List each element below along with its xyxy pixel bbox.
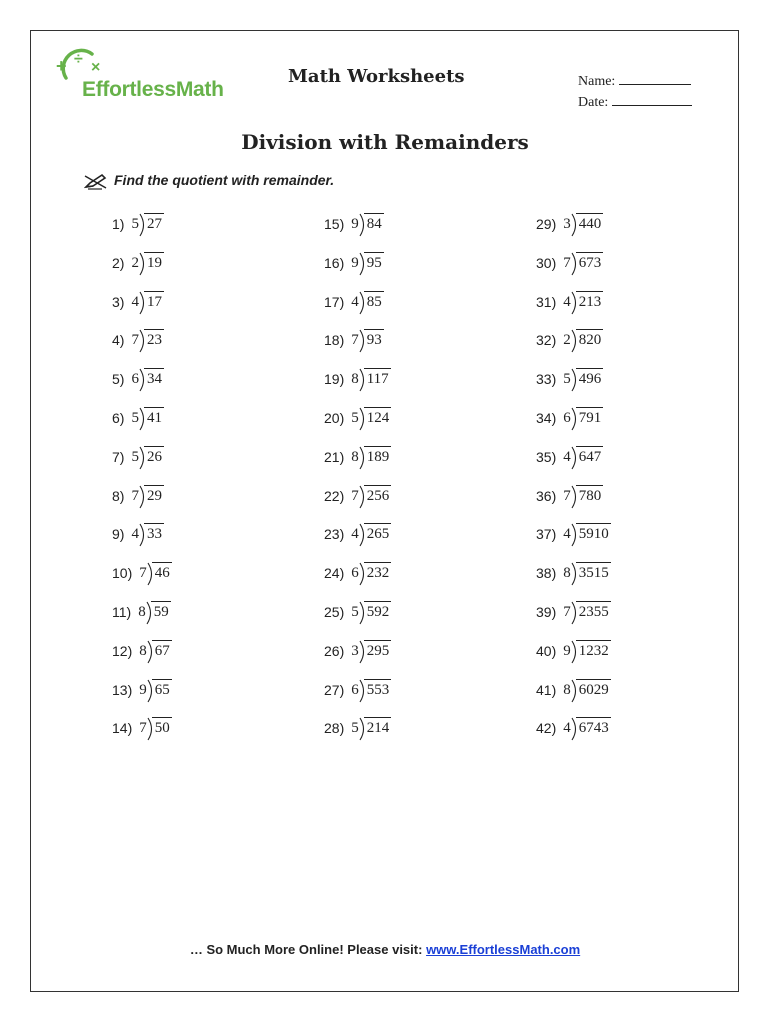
divisor: 5 xyxy=(351,409,359,426)
division-problem xyxy=(536,601,611,640)
problem-number: 29) xyxy=(536,216,557,232)
problem-number: 2) xyxy=(112,254,125,271)
long-division-bracket-icon xyxy=(139,291,147,315)
division-problem xyxy=(324,252,391,291)
problem-number: 4) xyxy=(112,332,125,349)
division-problem xyxy=(112,213,172,252)
division-problem xyxy=(324,291,391,330)
division-problem xyxy=(536,446,611,485)
division-problem xyxy=(324,485,391,524)
problem-number: 21) xyxy=(324,448,345,465)
dividend: 2355 xyxy=(576,601,611,621)
division-problem xyxy=(112,291,172,330)
dividend: 265 xyxy=(364,523,392,543)
problem-number: 26) xyxy=(324,642,345,659)
dividend: 95 xyxy=(364,252,384,272)
division-problem xyxy=(324,562,391,601)
long-division-bracket-icon xyxy=(359,601,367,625)
division-problem xyxy=(536,329,611,368)
dividend: 232 xyxy=(364,562,392,582)
dividend: 3515 xyxy=(576,562,611,582)
division-problem xyxy=(112,562,172,601)
divisor: 7 xyxy=(351,332,359,349)
divisor: 4 xyxy=(351,526,359,543)
dividend: 29 xyxy=(144,485,164,505)
divisor: 7 xyxy=(139,565,147,582)
dividend: 673 xyxy=(576,252,604,272)
long-division-bracket-icon xyxy=(571,679,579,703)
long-division-bracket-icon xyxy=(139,523,147,547)
divisor: 7 xyxy=(139,720,147,737)
problem-number: 18) xyxy=(324,332,345,349)
division-problem xyxy=(112,640,172,679)
division-problem xyxy=(112,717,172,756)
division-problem xyxy=(324,601,391,640)
divisor: 4 xyxy=(563,526,571,543)
long-division-bracket-icon xyxy=(571,601,579,625)
divisor: 5 xyxy=(131,409,139,426)
dividend: 647 xyxy=(576,446,604,466)
divisor: 5 xyxy=(563,371,571,388)
divisor: 9 xyxy=(351,216,359,232)
name-blank[interactable] xyxy=(619,72,691,85)
dividend: 214 xyxy=(364,717,392,737)
dividend: 553 xyxy=(364,679,392,699)
divisor: 8 xyxy=(563,681,571,698)
dividend: 820 xyxy=(576,329,604,349)
dividend: 23 xyxy=(144,329,164,349)
divisor: 6 xyxy=(351,681,359,698)
problem-number: 14) xyxy=(112,720,133,737)
header-title: Math Worksheets xyxy=(288,66,465,87)
problem-number: 5) xyxy=(112,371,125,388)
division-problem xyxy=(112,446,172,485)
footer xyxy=(0,942,770,957)
problem-number: 16) xyxy=(324,254,345,271)
dividend: 33 xyxy=(144,523,164,543)
problem-number: 6) xyxy=(112,409,125,426)
long-division-bracket-icon xyxy=(359,640,367,664)
division-problem xyxy=(536,679,611,718)
long-division-bracket-icon xyxy=(147,717,155,741)
division-problem xyxy=(112,329,172,368)
problem-number: 19) xyxy=(324,371,345,388)
division-problem xyxy=(324,329,391,368)
divisor: 9 xyxy=(563,642,571,659)
long-division-bracket-icon xyxy=(147,562,155,586)
long-division-bracket-icon xyxy=(139,446,147,470)
divisor: 3 xyxy=(351,642,359,659)
problem-number: 27) xyxy=(324,681,345,698)
problem-number: 25) xyxy=(324,603,345,620)
divisor: 7 xyxy=(563,487,571,504)
name-label: Name: xyxy=(578,74,616,89)
svg-text:×: × xyxy=(91,59,101,76)
divisor: 8 xyxy=(139,642,147,659)
long-division-bracket-icon xyxy=(139,485,147,509)
long-division-bracket-icon xyxy=(147,679,155,703)
divisor: 2 xyxy=(563,332,571,349)
dividend: 46 xyxy=(152,562,172,582)
divisor: 8 xyxy=(351,371,359,388)
problem-number: 35) xyxy=(536,448,557,465)
dividend: 50 xyxy=(152,717,172,737)
problem-number: 24) xyxy=(324,565,345,582)
divisor: 4 xyxy=(351,293,359,310)
division-problem xyxy=(324,407,391,446)
divisor: 7 xyxy=(131,487,139,504)
division-problem xyxy=(536,562,611,601)
long-division-bracket-icon xyxy=(571,291,579,315)
divisor: 4 xyxy=(131,526,139,543)
dividend: 26 xyxy=(144,446,164,466)
divisor: 7 xyxy=(563,603,571,620)
division-problem xyxy=(112,601,172,640)
instruction-text: Find the quotient with remainder. xyxy=(114,172,335,188)
long-division-bracket-icon xyxy=(359,717,367,741)
problem-number: 17) xyxy=(324,293,345,310)
divisor: 5 xyxy=(351,720,359,737)
dividend: 256 xyxy=(364,485,392,505)
divisor: 5 xyxy=(351,603,359,620)
name-field[interactable] xyxy=(578,72,691,90)
problem-number: 7) xyxy=(112,448,125,465)
long-division-bracket-icon xyxy=(359,213,367,237)
dividend: 27 xyxy=(144,213,164,233)
dividend: 592 xyxy=(364,601,392,621)
problem-number: 1) xyxy=(112,216,125,232)
problem-number: 30) xyxy=(536,254,557,271)
division-problem xyxy=(324,523,391,562)
long-division-bracket-icon xyxy=(359,679,367,703)
division-problem xyxy=(324,213,391,252)
division-problem xyxy=(112,407,172,446)
dividend: 17 xyxy=(144,291,164,311)
problem-number: 38) xyxy=(536,565,557,582)
division-problem xyxy=(536,523,611,562)
long-division-bracket-icon xyxy=(571,717,579,741)
divisor: 6 xyxy=(131,371,139,388)
divisor: 7 xyxy=(563,254,571,271)
dividend: 93 xyxy=(364,329,384,349)
divisor: 5 xyxy=(131,448,139,465)
dividend: 6029 xyxy=(576,679,611,699)
dividend: 6743 xyxy=(576,717,611,737)
long-division-bracket-icon xyxy=(139,368,147,392)
long-division-bracket-icon xyxy=(571,446,579,470)
svg-text:÷: ÷ xyxy=(74,51,83,68)
division-problem xyxy=(536,717,611,756)
problem-number: 22) xyxy=(324,487,345,504)
division-problem xyxy=(324,446,391,485)
dividend: 34 xyxy=(144,368,164,388)
dividend: 496 xyxy=(576,368,604,388)
problem-number: 36) xyxy=(536,487,557,504)
divisor: 8 xyxy=(138,603,146,620)
divisor: 7 xyxy=(351,487,359,504)
divisor: 2 xyxy=(131,254,139,271)
problem-number: 3) xyxy=(112,293,125,310)
long-division-bracket-icon xyxy=(359,523,367,547)
dividend: 117 xyxy=(364,368,391,388)
division-problem xyxy=(112,485,172,524)
divisor: 4 xyxy=(131,293,139,310)
problem-number: 34) xyxy=(536,409,557,426)
date-blank[interactable] xyxy=(612,93,692,106)
long-division-bracket-icon xyxy=(139,213,147,237)
footer-link[interactable]: www.EffortlessMath.com xyxy=(426,942,581,957)
division-problem xyxy=(112,368,172,407)
dividend: 41 xyxy=(144,407,164,427)
dividend: 65 xyxy=(152,679,172,699)
dividend: 189 xyxy=(364,446,392,466)
problem-number: 31) xyxy=(536,293,557,310)
problem-column-3 xyxy=(536,213,611,756)
dividend: 213 xyxy=(576,291,604,311)
long-division-bracket-icon xyxy=(359,407,367,431)
divisor: 6 xyxy=(563,409,571,426)
long-division-bracket-icon xyxy=(359,446,367,470)
divisor: 9 xyxy=(139,681,147,698)
dividend: 67 xyxy=(152,640,172,660)
dividend: 295 xyxy=(364,640,392,660)
divisor: 8 xyxy=(563,565,571,582)
divisor: 8 xyxy=(351,448,359,465)
dividend: 19 xyxy=(144,252,164,272)
long-division-bracket-icon xyxy=(571,252,579,276)
long-division-bracket-icon xyxy=(146,601,154,625)
problem-number: 41) xyxy=(536,681,557,698)
long-division-bracket-icon xyxy=(571,329,579,353)
problem-number: 39) xyxy=(536,603,557,620)
division-problem xyxy=(536,485,611,524)
division-problem xyxy=(112,679,172,718)
long-division-bracket-icon xyxy=(571,368,579,392)
long-division-bracket-icon xyxy=(359,485,367,509)
division-problem xyxy=(536,407,611,446)
long-division-bracket-icon xyxy=(571,213,579,237)
division-problem xyxy=(536,252,611,291)
divisor: 3 xyxy=(563,216,571,232)
problem-number: 32) xyxy=(536,332,557,349)
svg-text:+: + xyxy=(56,56,67,76)
dividend: 84 xyxy=(364,213,384,233)
problem-number: 33) xyxy=(536,371,557,388)
problem-number: 40) xyxy=(536,642,557,659)
long-division-bracket-icon xyxy=(359,368,367,392)
long-division-bracket-icon xyxy=(147,640,155,664)
long-division-bracket-icon xyxy=(359,329,367,353)
problem-number: 37) xyxy=(536,526,557,543)
division-problem xyxy=(324,640,391,679)
problem-number: 11) xyxy=(112,603,132,620)
divisor: 9 xyxy=(351,254,359,271)
dividend: 780 xyxy=(576,485,604,505)
dividend: 85 xyxy=(364,291,384,311)
problem-column-1 xyxy=(112,213,172,756)
long-division-bracket-icon xyxy=(571,523,579,547)
division-problem xyxy=(324,717,391,756)
logo-text: EffortlessMath xyxy=(82,78,224,101)
division-problem xyxy=(536,640,611,679)
problem-number: 10) xyxy=(112,565,133,582)
problem-number: 42) xyxy=(536,720,557,737)
problem-column-2 xyxy=(324,213,391,756)
date-label: Date: xyxy=(578,95,609,110)
long-division-bracket-icon xyxy=(571,485,579,509)
long-division-bracket-icon xyxy=(139,252,147,276)
long-division-bracket-icon xyxy=(139,329,147,353)
division-problem xyxy=(324,368,391,407)
division-problem xyxy=(536,213,611,252)
divisor: 4 xyxy=(563,293,571,310)
long-division-bracket-icon xyxy=(571,407,579,431)
long-division-bracket-icon xyxy=(571,640,579,664)
division-problem xyxy=(536,291,611,330)
division-problem xyxy=(324,679,391,718)
divisor: 5 xyxy=(131,216,139,232)
divisor: 6 xyxy=(351,565,359,582)
problem-number: 8) xyxy=(112,487,125,504)
division-problem xyxy=(112,252,172,291)
problem-number: 12) xyxy=(112,642,133,659)
problem-number: 9) xyxy=(112,526,125,543)
dividend: 124 xyxy=(364,407,392,427)
effortlessmath-logo xyxy=(52,48,242,104)
division-problem xyxy=(536,368,611,407)
dividend: 440 xyxy=(576,213,604,233)
pencil-icon xyxy=(84,172,108,190)
problem-number: 23) xyxy=(324,526,345,543)
problem-number: 15) xyxy=(324,216,345,232)
long-division-bracket-icon xyxy=(359,562,367,586)
divisor: 4 xyxy=(563,720,571,737)
dividend: 791 xyxy=(576,407,604,427)
long-division-bracket-icon xyxy=(359,291,367,315)
divisor: 4 xyxy=(563,448,571,465)
divisor: 7 xyxy=(131,332,139,349)
problem-number: 28) xyxy=(324,720,345,737)
dividend: 59 xyxy=(151,601,171,621)
dividend: 5910 xyxy=(576,523,611,543)
problem-number: 20) xyxy=(324,409,345,426)
long-division-bracket-icon xyxy=(571,562,579,586)
footer-text: … So Much More Online! Please visit: xyxy=(189,942,423,957)
long-division-bracket-icon xyxy=(139,407,147,431)
date-field[interactable] xyxy=(578,93,692,111)
dividend: 1232 xyxy=(576,640,611,660)
worksheet-title: Division with Remainders xyxy=(241,130,529,154)
division-problem xyxy=(112,523,172,562)
instruction xyxy=(84,172,334,188)
problem-number: 13) xyxy=(112,681,133,698)
long-division-bracket-icon xyxy=(359,252,367,276)
